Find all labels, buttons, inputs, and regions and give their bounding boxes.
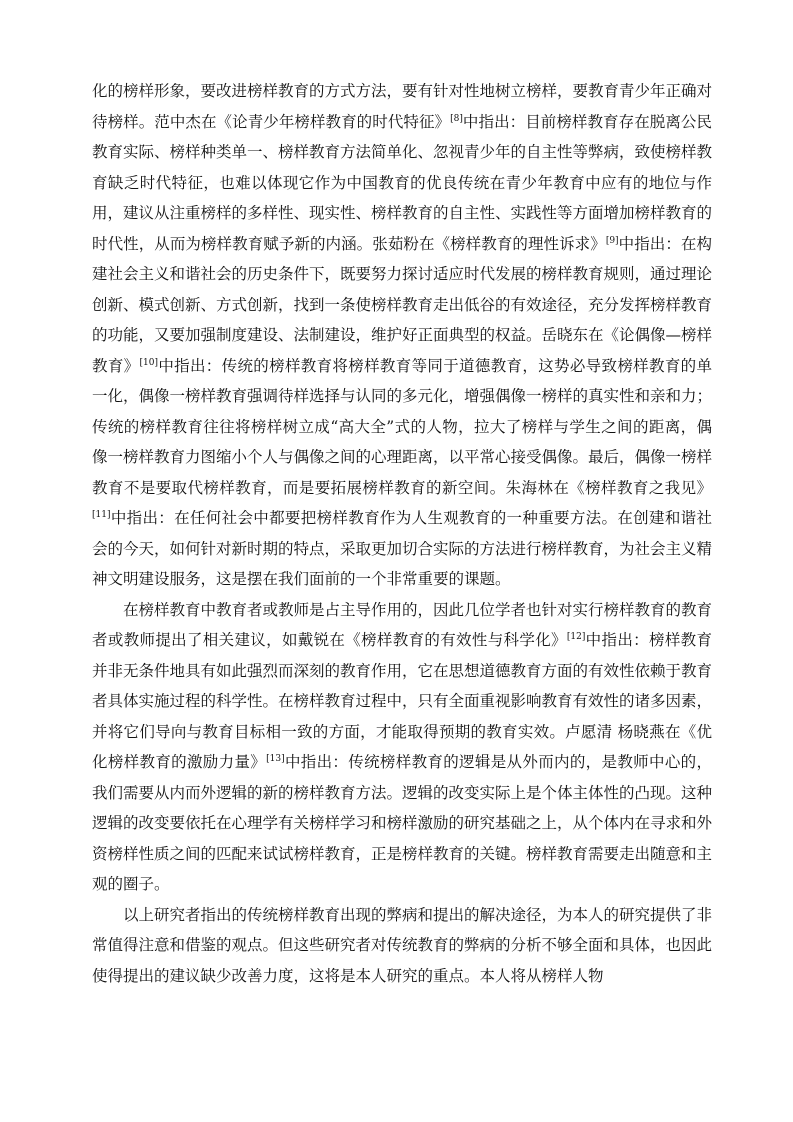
text-run: 中指出：传统榜样教育的逻辑是从外而内的，是教师中心的，我们需要从内而外逻辑的新的榜样教育方法。逻辑的改变实际上是个体主体性的凸现。这种逻辑的改变要依托在心理学有关榜样学习和榜样激励的研究基础之上，从个体内在寻求和外资榜样性质之间的匹配来试试榜样教育，正是榜样教育的关键。榜样教育需要走出随意和主观的圈子。 bbox=[92, 753, 713, 893]
text-run: 中指出：目前榜样教育存在脱离公民教育实际、榜样种类单一、榜样教育方法简单化、忽视青少年的自主性等弊病，致使榜样教育缺乏时代特征，也难以体现它作为中国教育的优良传统在青少年教育中应有的地位与作用，建议从注重榜样的多样性、现实性、榜样教育的自主性、实践性等方面增加榜样教育的时代性，从而为榜样教育赋予新的内涵。张茹粉在《榜样教育的理性诉求》 bbox=[92, 112, 713, 253]
citation-8: [8] bbox=[450, 113, 463, 124]
body-text bbox=[92, 76, 712, 991]
text-run: 中指出：在构建社会主义和谐社会的历史条件下，既要努力探讨适应时代发展的榜样教育规则，通过理论创新、模式创新、方式创新，找到一条使榜样教育走出低谷的有效途径，充分发挥榜样教育的功能，又要加强制度建设、法制建设，维护好正面典型的权益。岳晓东在《论偶像—榜样教育》 bbox=[92, 234, 713, 375]
citation-9: [9] bbox=[605, 235, 619, 246]
citation-10: [10] bbox=[139, 357, 158, 368]
paragraph-1 bbox=[92, 76, 712, 595]
text-run: 化的榜样形象，要改进榜样教育的方式方法，要有针对性地树立榜样，要教育青少年正确对待榜样。范中杰在《论青少年榜样教育的时代特征》 bbox=[92, 82, 713, 131]
paragraph-2 bbox=[92, 595, 712, 900]
citation-11: [11] bbox=[92, 510, 111, 520]
citation-12: [12] bbox=[566, 632, 586, 642]
text-run: 中指出：传统的榜样教育将榜样教育等同于道德教育，这势必导致榜样教育的单一化，偶像一榜样教育强调待样选择与认同的多元化，增强偶像一榜样的真实性和亲和力；传统的榜样教育往往将榜样树立成“高大全”式的人物，拉大了榜样与学生之间的距离，偶像一榜样教育力图缩小个人与偶像之间的心理距离，以平常心接受偶像。最后，偶像一榜样教育不是要取代榜样教育，而是要拓展榜样教育的新空间。朱海林在《榜样教育之我见》 bbox=[92, 356, 713, 497]
citation-13: [13] bbox=[266, 754, 285, 764]
paragraph-3 bbox=[92, 900, 712, 992]
text-run: 中指出：在任何社会中都要把榜样教育作为人生观教育的一种重要方法。在创建和谐社会的今天，如何针对新时期的特点，采取更加切合实际的方法进行榜样教育，为社会主义精神文明建设服务，这是摆在我们面前的一个非常重要的课题。 bbox=[92, 509, 713, 588]
text-run: 在榜样教育中教育者或教师是占主导作用的，因此几位学者也针对实行榜样教育的教育者或教师提出了相关建议，如戴锐在《榜样教育的有效性与科学化》 bbox=[92, 600, 713, 649]
text-run: 中指出：榜样教育并非无条件地具有如此强烈而深刻的教育作用，它在思想道德教育方面的有效性依赖于教育者具体实施过程的科学性。在榜样教育过程中，只有全面重视影响教育有效性的诸多因素，并将它们导向与教育目标相一致的方面，才能取得预期的教育实效。卢愿清 杨晓燕在《优化榜样教育的激励力量》 bbox=[92, 631, 713, 771]
text-run: 以上研究者指出的传统榜样教育出现的弊病和提出的解决途径，为本人的研究提供了非常值得注意和借鉴的观点。但这些研究者对传统教育的弊病的分析不够全面和具体，也因此使得提出的建议缺少改善力度，这将是本人研究的重点。本人将从榜样人物 bbox=[92, 905, 713, 985]
